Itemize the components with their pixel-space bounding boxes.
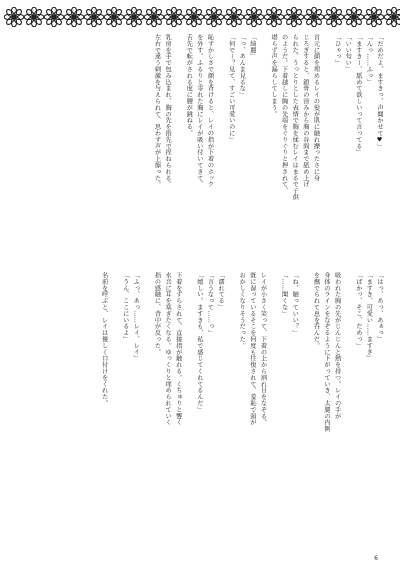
text-line: 「ね、触っていい？」 bbox=[291, 272, 299, 336]
text-line bbox=[183, 272, 194, 512]
flower-ornament-icon bbox=[104, 7, 124, 27]
page-number: 6 bbox=[374, 555, 378, 562]
text-line: 名前を呼ぶと、レイは優しく口付けをくれた。 bbox=[100, 272, 108, 407]
flower-ornament-icon bbox=[64, 7, 84, 27]
text-line bbox=[299, 272, 310, 512]
flower-ornament-icon bbox=[144, 7, 164, 27]
text-line bbox=[342, 272, 353, 512]
flower-ornament-icon bbox=[264, 7, 284, 27]
flower-ornament-icon bbox=[24, 7, 44, 27]
text-line bbox=[320, 34, 331, 256]
text-line: 指の感触に、背中が反った。 bbox=[153, 272, 161, 356]
text-line bbox=[140, 272, 151, 512]
text-line: 「うん、ここにいるよ」 bbox=[121, 272, 129, 343]
text-line bbox=[267, 272, 278, 512]
text-line: 既に湿っているそこを何度も往復されて、羞恥で頭が bbox=[248, 272, 256, 426]
text-line: 「濡れてる」 bbox=[217, 272, 225, 311]
text-line: 身体のラインをなぞるように下がっていき、太腿の内側 bbox=[323, 272, 331, 432]
text-line: 「んっ……ふっ」 bbox=[365, 34, 373, 86]
flower-ornament-icon bbox=[224, 7, 244, 27]
text-line: 恥ずかしさで顔を背けると、レイの指が下着のホック bbox=[206, 34, 214, 188]
text-line: 「嬉しい。ますきも、私で感じてくれてるんだ」 bbox=[195, 272, 203, 413]
text-line: 「だめだよ、ますきっ、声聞かせて♥」 bbox=[376, 34, 383, 150]
flower-ornament-icon bbox=[244, 7, 264, 27]
flower-ornament-icon bbox=[324, 7, 344, 27]
flower-ornament-icon bbox=[84, 7, 104, 27]
text-line bbox=[225, 272, 236, 512]
flower-ornament-icon bbox=[384, 7, 400, 27]
flower-ornament-icon bbox=[304, 7, 324, 27]
text-line: 乳房を手で包み込まれ、胸の先を指先で捏ねられる。 bbox=[164, 34, 172, 188]
flower-ornament-icon bbox=[164, 7, 184, 27]
text-line bbox=[109, 272, 120, 512]
lower-text-block bbox=[14, 272, 384, 512]
text-line bbox=[172, 34, 183, 256]
upper-text-block bbox=[14, 34, 384, 256]
text-line: 水音に耳を塞ぎたくなる。ゆっくりと埋められていく bbox=[164, 272, 172, 426]
text-line: 「ますきー、舐めて欲しいって言ってる」 bbox=[354, 34, 362, 156]
text-line: 「ますき、可愛い……ますき」 bbox=[365, 272, 373, 362]
text-line: のようだ。下着越しに胸の先端をぐりぐりと押されて、 bbox=[280, 34, 288, 194]
text-line: を外す。ふるりと零れた胸にレイが吸い付いてきて、 bbox=[195, 34, 203, 188]
text-line: 左右で違う刺激を与えられて、思わず声が上擦った。 bbox=[153, 34, 161, 188]
text-line: 「ひゃっ」 bbox=[333, 34, 341, 66]
text-line: 「綺麗」 bbox=[248, 34, 256, 60]
text-line: 「……聞くな」 bbox=[280, 272, 288, 317]
text-line: を撫でられて息を呑んだ。 bbox=[312, 272, 320, 349]
text-line: じろぎすると、鎖骨の窪みから胸の谷間まで舐め上げ bbox=[301, 34, 309, 188]
text-line: 下着をずらされて、直接指が触れる。くちゅりと響く bbox=[174, 272, 182, 426]
text-line: 吸われた胸の先がじんじんと熱を持つ。レイの手が bbox=[333, 272, 341, 420]
text-line: おかしくなりそうだった。 bbox=[238, 272, 246, 349]
text-line: 堪らず声を漏らしてしまう。 bbox=[270, 34, 278, 118]
flower-ornament-icon bbox=[344, 7, 364, 27]
text-line: 舌先で転がされる度に腰が跳ねる。 bbox=[185, 34, 193, 137]
text-line: 「いい匂い」 bbox=[344, 34, 352, 73]
text-line: 「何でー？見て、すごい可愛いのに」 bbox=[227, 34, 235, 143]
flower-ornament-icon bbox=[4, 7, 24, 27]
text-line: 「はっ、あっ、あぁっ」 bbox=[376, 272, 383, 343]
flower-ornament-icon bbox=[204, 7, 224, 27]
text-line bbox=[215, 34, 226, 256]
text-line: られた。うっとりとした表情で胸を揉むレイはまるで子供 bbox=[291, 34, 299, 201]
text-line: 「言うなって……っ」 bbox=[206, 272, 214, 336]
ornament-border bbox=[4, 6, 396, 28]
text-line: 「ふっ、あっ……レイ、レイ」 bbox=[132, 272, 140, 362]
flower-ornament-icon bbox=[364, 7, 384, 27]
text-line bbox=[257, 34, 268, 256]
flower-ornament-icon bbox=[184, 7, 204, 27]
text-line: 「ばかっ、そこ、だめっ」 bbox=[354, 272, 362, 349]
flower-ornament-icon bbox=[124, 7, 144, 27]
text-line: 首元に顔を埋めるレイの髪が肌に触れ擽ったさに身 bbox=[312, 34, 320, 182]
text-line: レイが小さく笑って、下着の上から割れ目をなぞる。 bbox=[259, 272, 267, 426]
flower-ornament-icon bbox=[44, 7, 64, 27]
text-line: 「っ、あんま見るな」 bbox=[238, 34, 246, 98]
flower-ornament-icon bbox=[284, 7, 304, 27]
